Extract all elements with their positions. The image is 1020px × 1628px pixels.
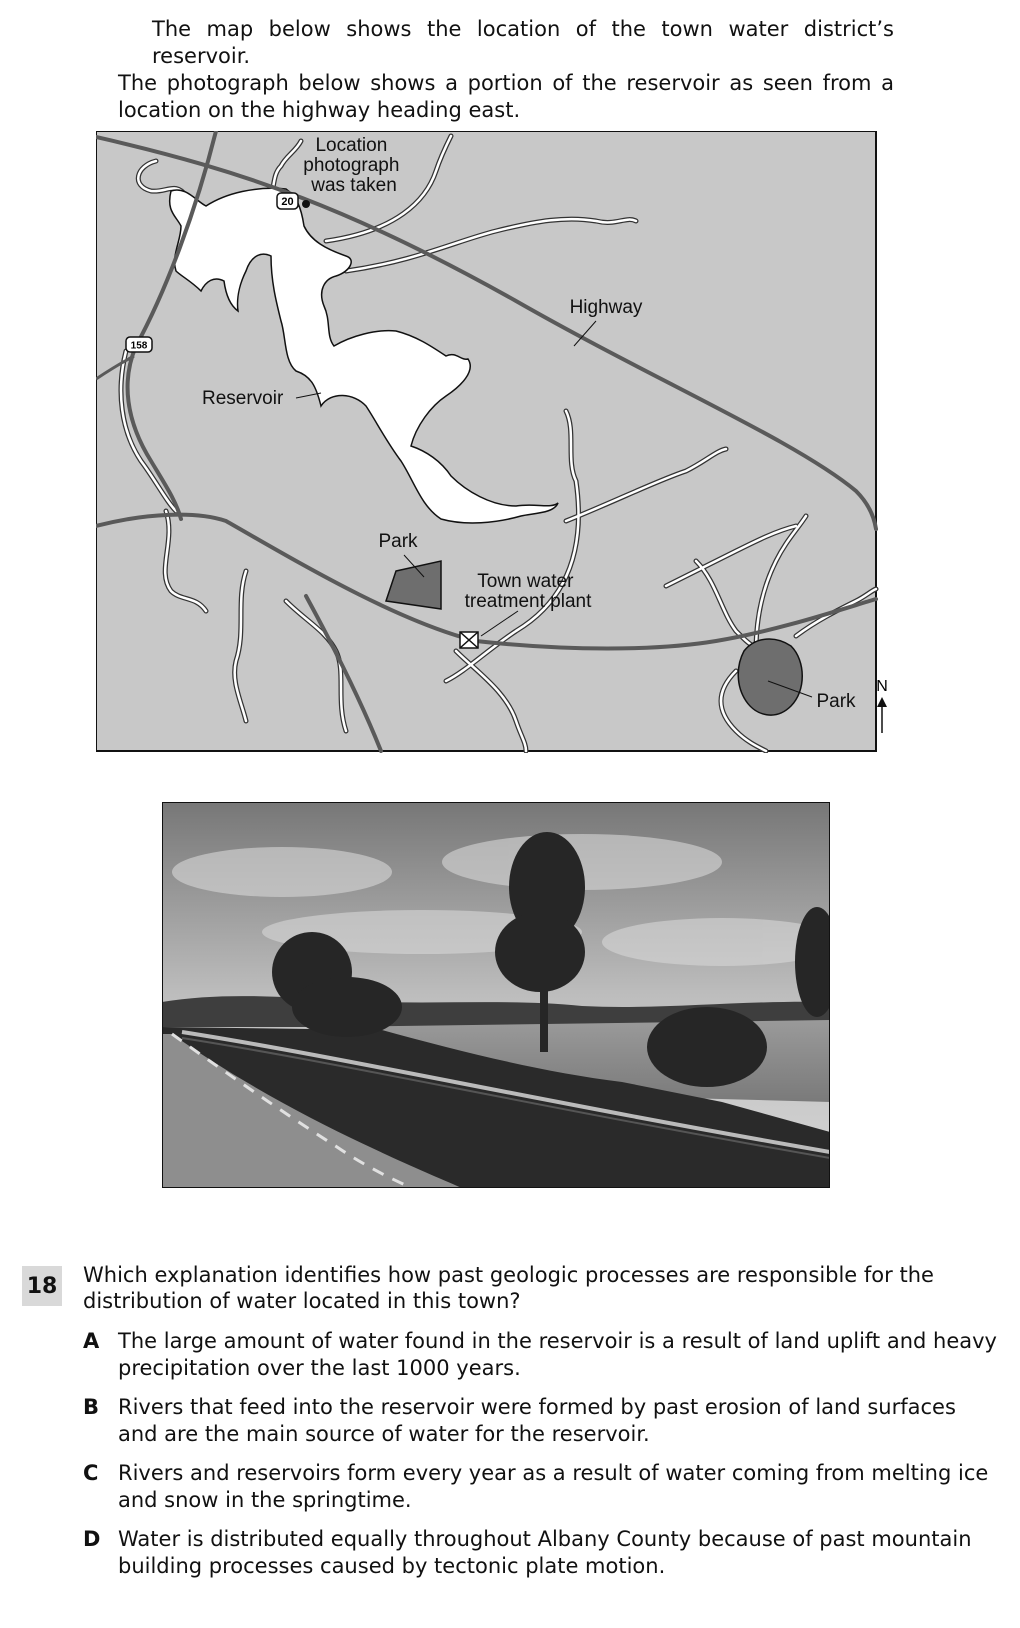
choice-text: Rivers that feed into the reservoir were formed by past erosion of land surfaces and are the main source of water for the reservoir. xyxy=(118,1395,956,1446)
intro-paragraph xyxy=(118,16,894,124)
choice-d[interactable] xyxy=(83,1526,998,1580)
choice-letter: A xyxy=(83,1329,100,1353)
choice-text: Rivers and reservoirs form every year as a result of water coming from melting ice and snow in the springtime. xyxy=(118,1461,989,1512)
choice-c[interactable] xyxy=(83,1460,998,1514)
choice-text: The large amount of water found in the reservoir is a result of land uplift and heavy precipitation over the last 1000 years. xyxy=(118,1329,997,1380)
choice-letter: D xyxy=(83,1527,101,1551)
park-area-2 xyxy=(738,639,802,715)
photo-location-marker xyxy=(302,200,310,208)
route-158-shield xyxy=(126,337,152,352)
question-text: Which explanation identifies how past geologic processes are responsible for the distribution of water located in this town? xyxy=(83,1263,934,1313)
answer-choices xyxy=(83,1328,998,1592)
label-photo-location: Location photograph was taken xyxy=(303,135,400,196)
label-reservoir: Reservoir xyxy=(202,388,284,409)
treatment-plant-icon xyxy=(460,632,478,648)
choice-b[interactable] xyxy=(83,1394,998,1448)
question-number: 18 xyxy=(22,1266,62,1306)
intro-first-line: The map below shows the location of the town water district’s reservoir. xyxy=(152,17,894,68)
choice-a[interactable] xyxy=(83,1328,998,1382)
north-arrow-icon xyxy=(876,678,888,733)
intro-rest: The photograph below shows a portion of the reservoir as seen from a location on the highway heading east. xyxy=(118,71,894,122)
svg-text:20: 20 xyxy=(281,196,294,208)
label-park-1: Park xyxy=(378,531,418,552)
label-highway: Highway xyxy=(569,297,643,318)
choice-letter: B xyxy=(83,1395,100,1419)
reservoir-map xyxy=(96,131,902,753)
reservoir-photograph xyxy=(162,802,830,1188)
svg-text:N: N xyxy=(876,678,888,695)
label-treatment-plant: Town water treatment plant xyxy=(464,571,592,612)
route-20-shield xyxy=(277,193,298,209)
choice-letter: C xyxy=(83,1461,99,1485)
choice-text: Water is distributed equally throughout Albany County because of past mountain building processes caused by tectonic plate motion. xyxy=(118,1527,972,1578)
label-park-2: Park xyxy=(816,691,856,712)
svg-text:158: 158 xyxy=(130,340,148,352)
